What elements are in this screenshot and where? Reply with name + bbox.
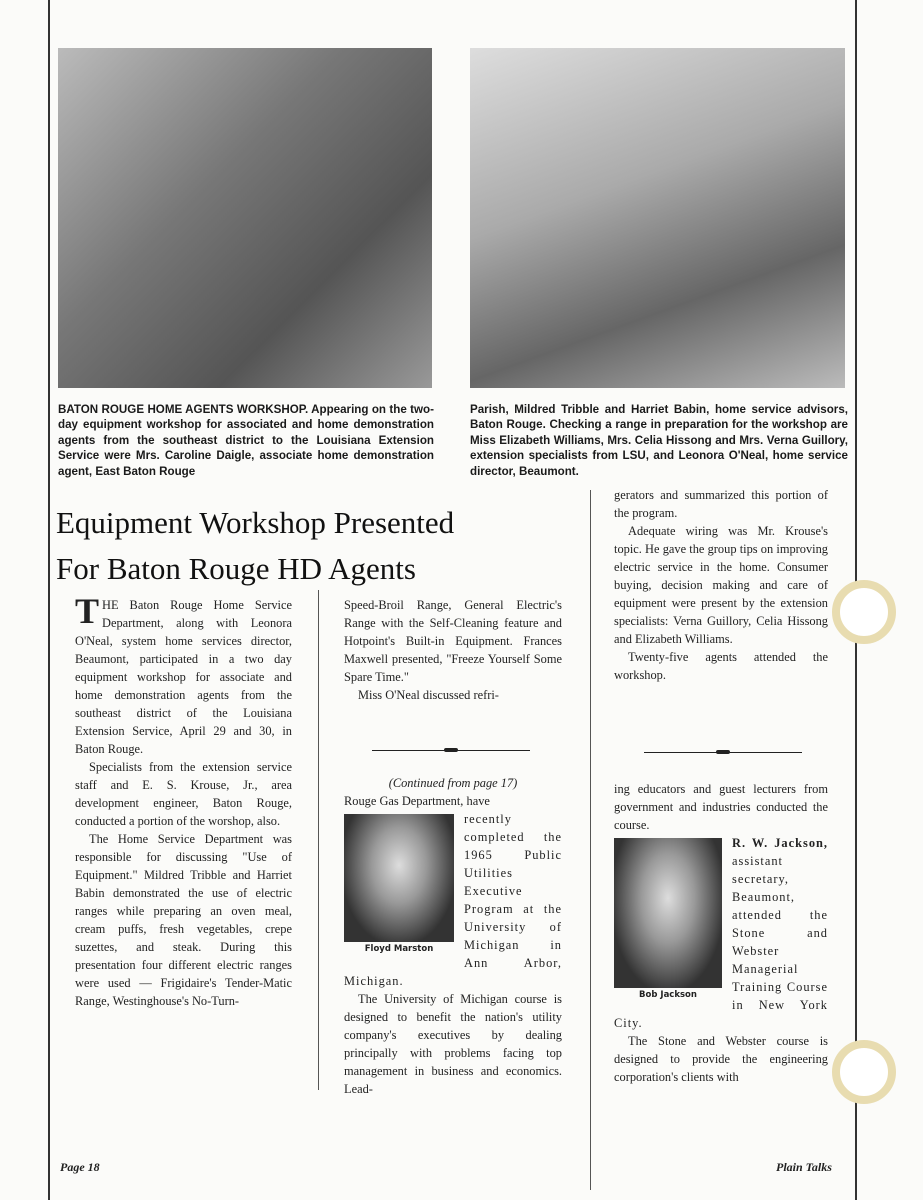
headline-line1: Equipment Workshop Presented [56,505,455,540]
col2-paragraph: Speed-Broil Range, General Electric's Range with the Self-Cleaning feature and Hotpoint's Built-in Equipment. Frances Maxwell presented, "Freeze Yourself Some Spare Time." [344,598,562,684]
headline [56,500,454,592]
column-3 [614,486,828,684]
col3-paragraph: Twenty-five agents attended the workshop. [614,650,828,682]
column-divider [318,590,319,1090]
photo-workshop-refrigerator [58,48,432,388]
col3-paragraph: assistant secretary, Beaumont, attended the Stone and Webster Managerial Training Course in New York City. [614,854,828,1030]
photo-workshop-range [470,48,845,388]
col3-paragraph: The Stone and Webster course is designed to provide the engineering corporation's clients with [614,1034,828,1084]
column-1 [75,591,292,1010]
column-2 [344,596,562,704]
col2-paragraph: The University of Michigan course is designed to benefit the nation's utility company's executives by dealing principally with problems facing top management in business and economics. Lead- [344,992,562,1096]
continued-note: (Continued from page 17) [388,776,518,790]
divider-ornament [444,748,458,752]
page-number: Page 18 [60,1160,100,1174]
binder-hole [832,1040,896,1104]
portrait-caption: Floyd Marston [364,944,434,954]
col2-paragraph: Rouge Gas Department, have [344,794,490,808]
divider-ornament [716,750,730,754]
portrait-block [344,814,454,956]
publication-name: Plain Talks [776,1160,832,1174]
column-divider [590,490,591,1190]
col2-paragraph: recently completed the 1965 Public Utilities Executive Program at the University of Michigan in Ann Arbor, Michigan. [344,812,562,988]
column-2-continued [344,774,562,1098]
col3-paragraph: ing educators and guest lecturers from government and industries conducted the course. [614,782,828,832]
portrait-caption: Bob Jackson [639,990,697,1000]
col1-paragraph: HE Baton Rouge Home Service Department, along with Leonora O'Neal, system home services director, Beaumont, participated in a two day equipment workshop for associate and home demonstration agents from the southeast district of the Louisiana Extension Service, April 29 and 30, in Baton Rouge. [75,598,292,756]
portrait-floyd-marston [344,814,454,942]
col1-paragraph: The Home Service Department was responsible for discussing "Use of Equipment." Mildred Tribble and Harriet Babin demonstrated the use of electric ranges while preparing an oven meal, cream puffs, fresh vegetables, crepe suzettes, and steak. During this presentation four different electric ranges were used — Frigidaire's Tender-Matic Range, Westinghouse's No-Turn- [75,832,292,1008]
name-bold: R. W. Jackson, [732,836,828,850]
col3-paragraph: Adequate wiring was Mr. Krouse's topic. He gave the group tips on improving electric service in the home. Consumer buying, decision making and care of equipment were present by the extension specialists: Verna Guillory, Celia Hissong and Elizabeth Williams. [614,524,828,646]
col2-paragraph: Miss O'Neal discussed refri- [358,688,499,702]
caption-left: BATON ROUGE HOME AGENTS WORKSHOP. Appearing on the two-day equipment workshop for associated and home demonstration agents from the southeast district to the Louisiana Extension Service were Mrs. Caroline Daigle, associate home demonstration agent, East Baton Rouge [58,403,434,478]
page-edge-left [48,0,50,1200]
caption-right: Parish, Mildred Tribble and Harriet Babin, home service advisors, Baton Rouge. Checking a range in preparation for the workshop are Miss Elizabeth Williams, Mrs. Celia Hissong and Mrs. Verna Guillory, extension specialists from LSU, and Leonora O'Neal, home service director, Beaumont. [470,403,848,478]
col1-paragraph: Specialists from the extension service staff and E. S. Krouse, Jr., area development engineer, Baton Rouge, conducted a portion of the worshop, also. [75,760,292,828]
col3-paragraph: gerators and summarized this portion of the program. [614,488,828,520]
portrait-bob-jackson [614,838,722,988]
drop-cap: T [75,591,100,631]
headline-line2: For Baton Rouge HD Agents [56,551,416,586]
portrait-block [614,838,722,1002]
column-3-continued [614,780,828,1086]
binder-hole [832,580,896,644]
